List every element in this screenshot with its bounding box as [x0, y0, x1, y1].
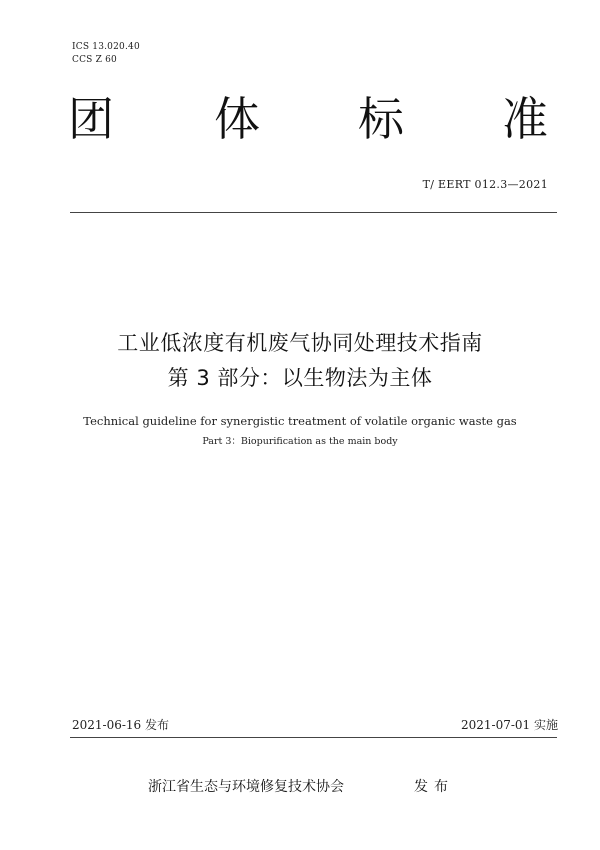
ics-code: ICS 13.020.40 [72, 42, 140, 52]
english-title-line-1: Technical guideline for synergistic treatment of volatile organic waste gas [83, 414, 517, 428]
publisher-name: 浙江省生态与环境修复技术协会 [148, 779, 344, 795]
chinese-title-line-1: 工业低浓度有机废气协同处理技术指南 [117, 331, 483, 355]
bottom-divider [70, 737, 557, 738]
issue-date: 2021-06-16 发布 [72, 718, 170, 732]
implementation-date: 2021-07-01 实施 [460, 718, 558, 732]
header-title-char: 体 [214, 92, 260, 146]
header-title-char: 团 [68, 92, 114, 146]
ccs-code: CCS Z 60 [72, 55, 117, 65]
top-divider [70, 212, 557, 213]
standard-number: T/ EERT 012.3—2021 [422, 178, 548, 191]
english-title-line-2: Part 3：Biopurification as the main body [202, 436, 398, 447]
header-title-char: 准 [502, 92, 548, 146]
publish-label: 发布 [414, 779, 454, 795]
chinese-title-line-2: 第 3 部分：以生物法为主体 [167, 366, 433, 390]
header-title-char: 标 [358, 92, 404, 146]
